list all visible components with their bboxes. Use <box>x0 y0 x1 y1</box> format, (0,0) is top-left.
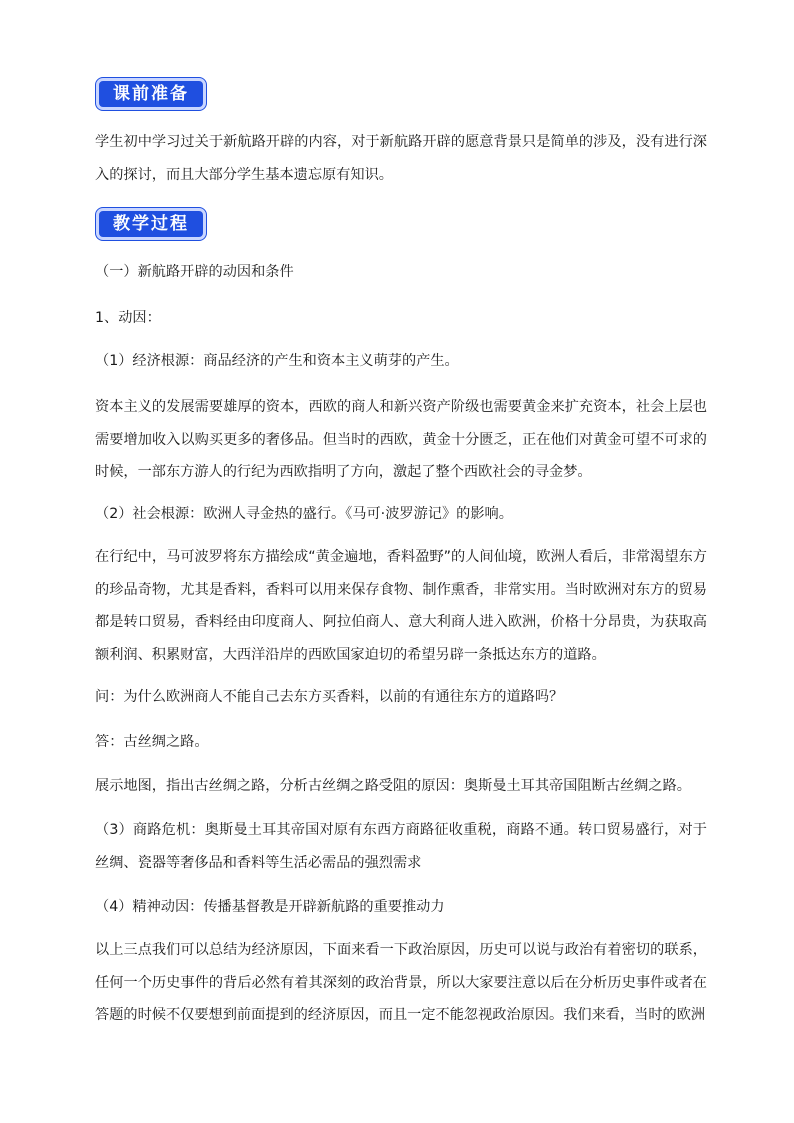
paragraph-answer: 答：古丝绸之路。 <box>95 734 209 750</box>
paragraph-social-root: （2）社会根源：欧洲人寻金热的盛行。《马可·波罗游记》的影响。 <box>95 506 513 522</box>
paragraph-economic-root: （1）经济根源：商品经济的产生和资本主义萌芽的产生。 <box>95 353 459 369</box>
paragraph-spiritual: （4）精神动因：传播基督教是开辟新航路的重要推动力 <box>95 899 445 915</box>
section-heading-prep: 课前准备 <box>96 78 206 110</box>
section-heading-process: 教学过程 <box>96 208 206 240</box>
paragraph-political: 以上三点我们可以总结为经济原因，下面来看一下政治原因，历史可以说与政治有着密切的联系，任何一个历史事件的背后必然有着其深刻的政治背景，所以大家要注意以后在分析历史事件或者在答题的时候不仅要想到前面提到的经济原因，而且一定不能忽视政治原因。我们来看，当时的欧洲 <box>95 942 707 1023</box>
paragraph-map: 展示地图，指出古丝绸之路，分析古丝绸之路受阻的原因：奥斯曼土耳其帝国阻断古丝绸之路。 <box>95 778 691 794</box>
paragraph-capital: 资本主义的发展需要雄厚的资本，西欧的商人和新兴资产阶级也需要黄金来扩充资本，社会上层也需要增加收入以购买更多的奢侈品。但当时的西欧，黄金十分匮乏，正在他们对黄金可望不可求的时候，一部东方游人的行纪为西欧指明了方向，激起了整个西欧社会的寻金梦。 <box>95 399 707 480</box>
paragraph-travelogue: 在行纪中，马可波罗将东方描绘成“黄金遍地，香料盈野”的人间仙境，欧洲人看后，非常渴望东方的珍品奇物，尤其是香料，香料可以用来保存食物、制作熏香，非常实用。当时欧洲对东方的贸易都是转口贸易，香料经由印度商人、阿拉伯商人、意大利商人进入欧洲，价格十分昂贵，为获取高额利润、积累财富，大西洋沿岸的西欧国家迫切的希望另辟一条抵达东方的道路。 <box>95 549 707 663</box>
paragraph-trade-crisis: （3）商路危机：奥斯曼土耳其帝国对原有东西方商路征收重税，商路不通。转口贸易盛行，对于丝绸、瓷器等奢侈品和香料等生活必需品的强烈需求 <box>95 822 707 871</box>
paragraph-question: 问：为什么欧洲商人不能自己去东方买香料，以前的有通往东方的道路吗？ <box>95 689 564 705</box>
paragraph-intro: 学生初中学习过关于新航路开辟的内容，对于新航路开辟的愿意背景只是简单的涉及，没有进行深入的探讨，而且大部分学生基本遗忘原有知识。 <box>95 134 707 183</box>
paragraph-subheading: （一）新航路开辟的动因和条件 <box>95 264 294 280</box>
paragraph-motives: 1、动因： <box>95 310 161 326</box>
